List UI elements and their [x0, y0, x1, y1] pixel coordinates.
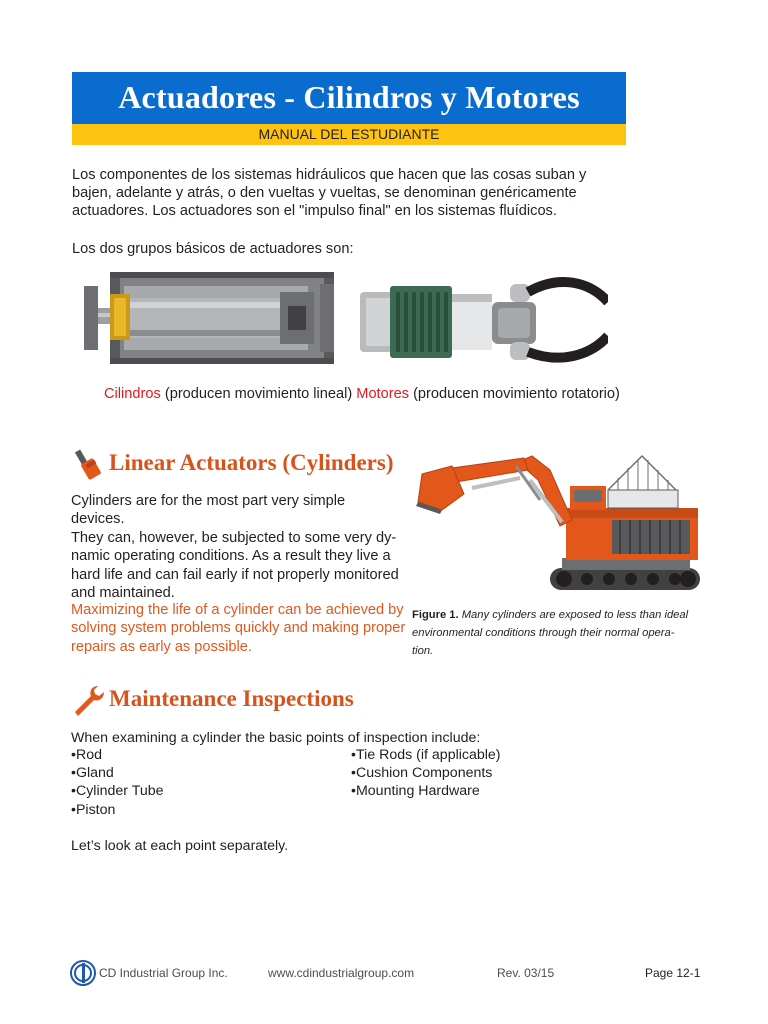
figure-caption-line [412, 606, 708, 624]
cylinders-description: (producen movimiento lineal) [164, 386, 353, 402]
linear-line: They can, however, be subjected to some very dy- [71, 529, 397, 546]
cylinders-label: Cilindros [104, 386, 161, 402]
highlight-line: solving system problems quickly and making proper [71, 620, 406, 637]
list-item: •Cylinder Tube [71, 783, 164, 800]
cd-logo-icon [70, 960, 96, 986]
wrench-icon [72, 684, 106, 718]
inspection-list-left [71, 746, 164, 819]
motors-label: Motores [356, 386, 409, 402]
footer-page-number: Page 12-1 [645, 966, 701, 980]
cylinder-illustration [84, 272, 336, 364]
actuator-groups-caption [104, 385, 620, 403]
footer-website[interactable]: www.cdindustrialgroup.com [268, 966, 415, 980]
footer-company: CD Industrial Group Inc. [99, 966, 228, 980]
figure-label: Figure 1. [412, 609, 459, 621]
linear-actuators-heading: Linear Actuators (Cylinders) [109, 450, 394, 475]
inspection-list-right [351, 746, 501, 801]
excavator-illustration [412, 450, 708, 600]
intro-line: bajen, adelante y atrás, o den vueltas y vueltas, se denominan genéricamente [72, 185, 577, 201]
inspection-intro: When examining a cylinder the basic points of inspection include: [71, 730, 481, 746]
list-item: •Tie Rods (if applicable) [351, 747, 501, 763]
linear-line: and maintained. [71, 585, 175, 602]
linear-paragraph [71, 492, 401, 602]
linear-line: namic operating conditions. As a result they live a [71, 548, 391, 565]
linear-line: hard life and can fail early if not properly monitored [71, 566, 399, 583]
footer-revision: Rev. 03/15 [497, 966, 555, 980]
list-item: •Cushion Components [351, 765, 493, 782]
motor-illustration [360, 272, 608, 364]
maintenance-heading: Maintenance Inspections [109, 686, 354, 711]
page-title: Actuadores - Cilindros y Motores [118, 79, 580, 115]
highlight-paragraph [71, 601, 411, 656]
highlight-line: Maximizing the life of a cylinder can be achieved by [71, 602, 404, 618]
figure-caption [412, 606, 708, 660]
list-item: •Gland [71, 765, 114, 782]
list-item: •Mounting Hardware [351, 783, 480, 800]
list-item: •Piston [71, 801, 116, 818]
figure-caption-text: Many cylinders are exposed to less than ideal [461, 609, 689, 621]
intro-line: actuadores. Los actuadores son el "impulso final" en los sistemas fluídicos. [72, 203, 557, 219]
linear-line: Cylinders are for the most part very simple devices. [71, 493, 346, 528]
intro-line: Los componentes de los sistemas hidráulicos que hacen que las cosas suban y [72, 167, 587, 183]
intro-paragraph [72, 166, 632, 220]
figure-caption-line: environmental conditions through their normal opera- [412, 627, 675, 639]
motors-description: (producen movimiento rotatorio) [413, 386, 620, 402]
figure-caption-line: tion. [412, 645, 434, 657]
closing-text: Let’s look at each point separately. [71, 838, 289, 854]
cylinder-icon [74, 448, 104, 482]
page-subtitle: MANUAL DEL ESTUDIANTE [258, 126, 440, 142]
highlight-line: repairs as early as possible. [71, 638, 252, 655]
list-item: •Rod [71, 747, 102, 763]
groups-intro: Los dos grupos básicos de actuadores son: [72, 241, 354, 257]
